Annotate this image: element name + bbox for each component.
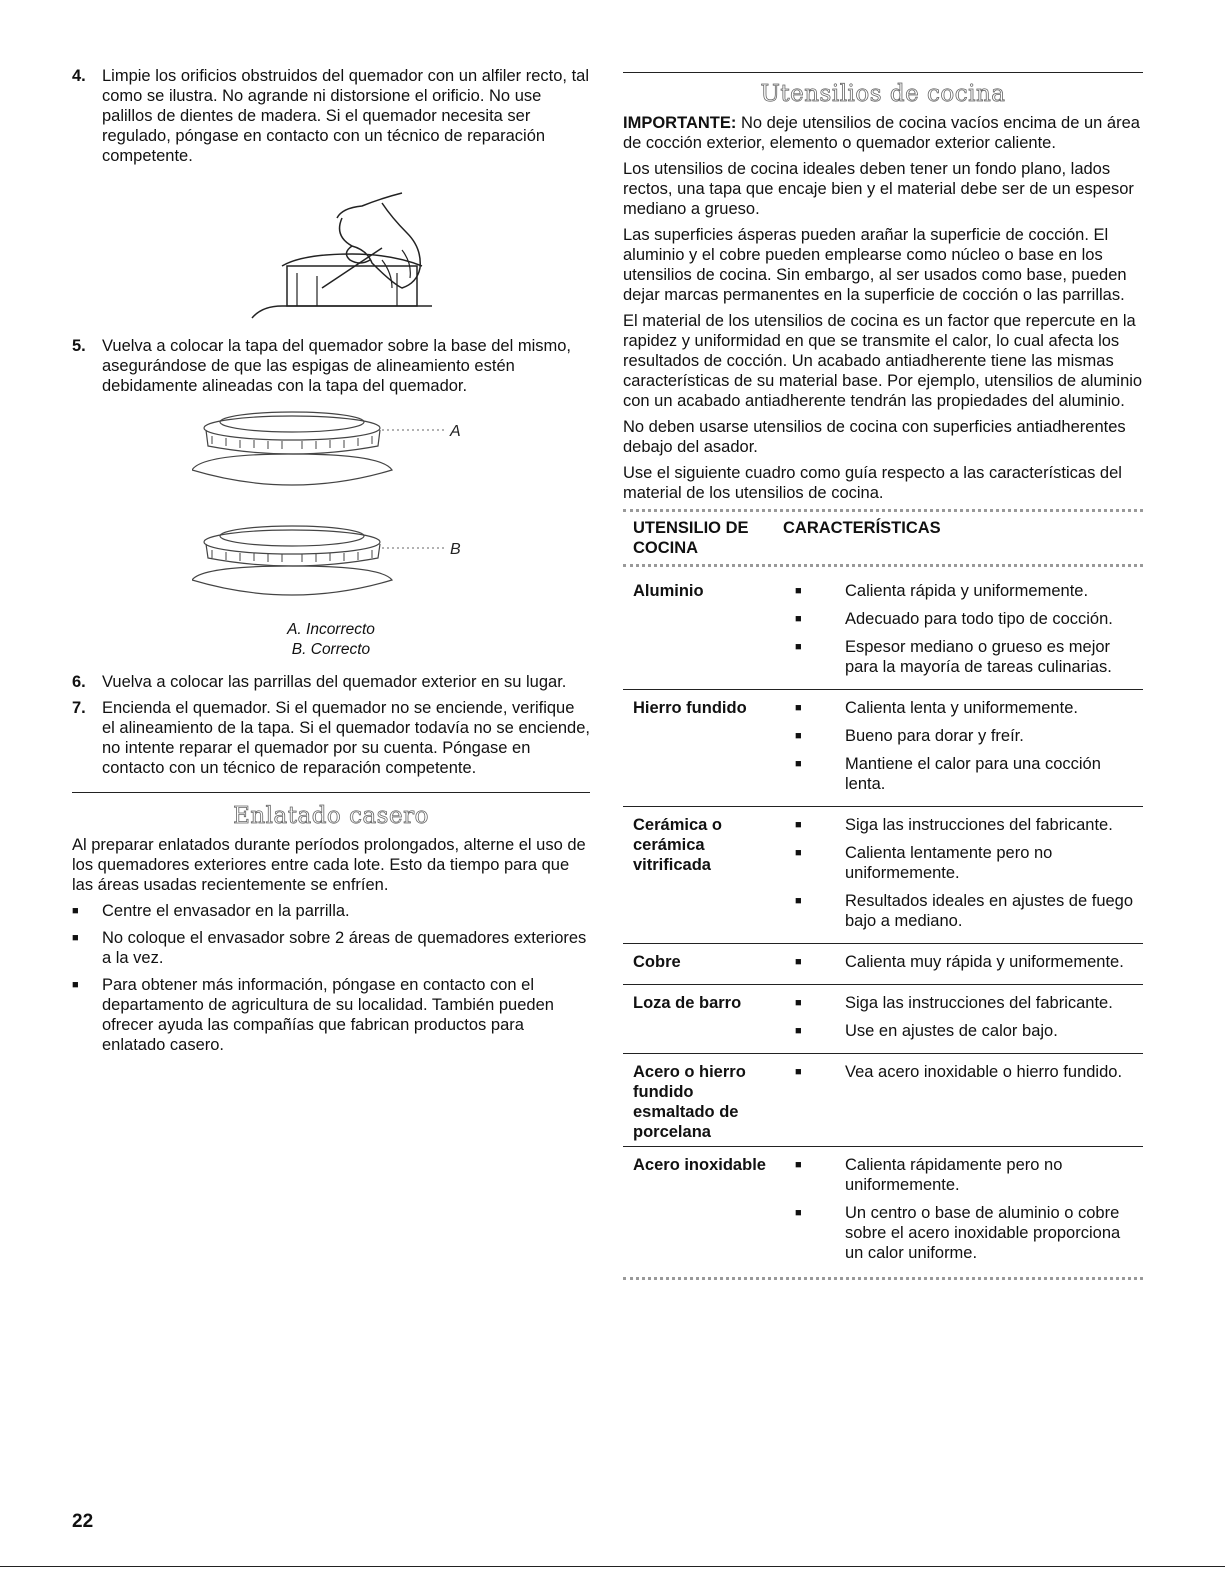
feature-text: Calienta rápida y uniformemente. — [845, 582, 1089, 600]
paragraph: No deben usarse utensilios de cocina con superficies antiadherentes debajo del asador. — [623, 418, 1126, 456]
bullet-square-icon: ■ — [795, 895, 802, 907]
step-number: 4. — [72, 67, 86, 85]
step-7 — [72, 698, 590, 778]
bullet-square-icon: ■ — [795, 641, 802, 653]
feature-item — [783, 698, 1143, 718]
feature-item — [783, 891, 1143, 931]
paragraph: Use el siguiente cuadro como guía respecto a las características del material de los utensilios de cocina. — [623, 464, 1122, 502]
burner-cap-correct-illustration — [192, 522, 512, 612]
bullet-square-icon: ■ — [795, 847, 802, 859]
feature-text: Calienta lenta y uniformemente. — [845, 699, 1078, 717]
material-name: Loza de barro — [623, 985, 773, 1054]
feature-text: Calienta muy rápida y uniformemente. — [845, 953, 1124, 971]
paragraph: Las superficies ásperas pueden arañar la superficie de cocción. El aluminio y el cobre pueden emplearse como núcleo o base en los utensilios de cocina. Sin embargo, al ser usados como base, pueden dejar marcas permanentes en la superficie de cocción o las parrillas. — [623, 226, 1127, 304]
feature-text: Use en ajustes de calor bajo. — [845, 1022, 1058, 1040]
step-text: Limpie los orificios obstruidos del quemador con un alfiler recto, tal como se ilustra. No agrande ni distorsione el orificio. No use palillos de dientes de madera. Si el quemador necesita ser regulado, póngase en contacto con un técnico de reparación competente. — [102, 67, 589, 165]
canning-section-title: Enlatado casero — [233, 803, 429, 829]
feature-text: Siga las instrucciones del fabricante. — [845, 994, 1113, 1012]
important-text: No deje utensilios de cocina vacíos encima de un área de cocción exterior, elemento o quemador exterior caliente. — [623, 114, 1140, 152]
bullet-square-icon: ■ — [795, 1207, 802, 1219]
step-4 — [72, 66, 590, 166]
burner-cleaning-illustration — [242, 188, 442, 328]
feature-text: Calienta lentamente pero no uniformemente. — [845, 844, 1053, 882]
feature-item — [783, 581, 1143, 601]
feature-text: Un centro o base de aluminio o cobre sobre el acero inoxidable proporciona un calor uniforme. — [845, 1204, 1121, 1262]
bullet-square-icon: ■ — [795, 819, 802, 831]
step-text: Encienda el quemador. Si el quemador no se enciende, verifique el alineamiento de la tapa. Si el quemador todavía no se enciende, no intente reparar el quemador por su cuenta. Póngase en contacto con un técnico de reparación competente. — [102, 699, 590, 777]
paragraph: Los utensilios de cocina ideales deben tener un fondo plano, lados rectos, una tapa que encaje bien y el material debe ser de un espesor mediano a grueso. — [623, 160, 1134, 218]
page-bottom-rule — [0, 1566, 1225, 1567]
material-name: Aluminio — [633, 582, 704, 600]
material-features — [773, 807, 1143, 944]
header-characteristics: CARACTERÍSTICAS — [783, 519, 941, 537]
bullet-square-icon: ■ — [72, 979, 79, 991]
bullet-square-icon: ■ — [795, 585, 802, 597]
bullet-text: Para obtener más información, póngase en contacto con el departamento de agricultura de su localidad. También pueden ofrecer ayuda las compañías que fabrican productos para enlatado casero. — [102, 976, 554, 1054]
step-6 — [72, 672, 590, 692]
table-row — [623, 985, 1143, 1054]
table-row — [623, 573, 1143, 690]
table-row — [623, 1147, 1143, 1276]
bullet-text: Centre el envasador en la parrilla. — [102, 902, 350, 920]
feature-item — [783, 1062, 1143, 1082]
feature-text: Calienta rápidamente pero no uniformemente. — [845, 1156, 1063, 1194]
table-row — [623, 807, 1143, 944]
canning-bullet — [72, 975, 590, 1055]
feature-item — [783, 726, 1143, 746]
feature-item — [783, 952, 1143, 972]
important-label: IMPORTANTE: — [623, 114, 737, 132]
feature-text: Espesor mediano o grueso es mejor para la mayoría de tareas culinarias. — [845, 638, 1112, 676]
burner-cap-incorrect-illustration — [192, 410, 512, 500]
step-number: 6. — [72, 673, 86, 691]
step-text: Vuelva a colocar la tapa del quemador sobre la base del mismo, asegurándose de que las espigas de alineamiento estén debidamente alineadas con la tapa del quemador. — [102, 337, 571, 395]
step-text: Vuelva a colocar las parrillas del quemador exterior en su lugar. — [102, 673, 567, 691]
feature-item — [783, 754, 1143, 794]
table-top-rule — [623, 509, 1143, 512]
table-header-row — [623, 518, 1143, 562]
caption-a: A. Incorrecto — [287, 621, 375, 638]
right-column — [623, 72, 1143, 1286]
section-divider — [72, 792, 590, 793]
header-rule — [623, 564, 1143, 567]
header-material: UTENSILIO DE COCINA — [633, 519, 749, 557]
material-name: Cobre — [623, 944, 773, 985]
bullet-square-icon: ■ — [72, 905, 79, 917]
cookware-table — [623, 518, 1143, 1275]
canning-bullet — [72, 901, 590, 921]
bullet-square-icon: ■ — [795, 997, 802, 1009]
page-number: 22 — [72, 1511, 94, 1532]
feature-text: Adecuado para todo tipo de cocción. — [845, 610, 1113, 628]
material-name: Cerámica o cerámica vitrificada — [623, 807, 773, 944]
bullet-square-icon: ■ — [795, 702, 802, 714]
material-features — [773, 690, 1143, 807]
table-bottom-rule — [623, 1277, 1143, 1280]
feature-text: Vea acero inoxidable o hierro fundido. — [845, 1063, 1123, 1081]
material-features — [773, 944, 1143, 985]
material-features — [773, 1147, 1143, 1276]
bullet-square-icon: ■ — [795, 1025, 802, 1037]
material-features — [773, 573, 1143, 690]
step-number: 7. — [72, 699, 86, 717]
bullet-square-icon: ■ — [795, 956, 802, 968]
feature-text: Bueno para dorar y freír. — [845, 727, 1024, 745]
material-name: Acero inoxidable — [623, 1147, 773, 1276]
feature-item — [783, 1155, 1143, 1195]
table-body — [623, 573, 1143, 1275]
canning-intro: Al preparar enlatados durante períodos prolongados, alterne el uso de los quemadores exteriores entre cada lote. Esto da tiempo para que las áreas usadas recientemente se enfríen. — [72, 836, 586, 894]
bullet-square-icon: ■ — [72, 932, 79, 944]
feature-item — [783, 843, 1143, 883]
bullet-square-icon: ■ — [795, 1066, 802, 1078]
feature-item — [783, 637, 1143, 677]
material-name: Acero o hierro fundido esmaltado de porcelana — [623, 1054, 773, 1147]
left-column — [72, 66, 590, 1062]
material-features — [773, 1054, 1143, 1147]
canning-bullet — [72, 928, 590, 968]
feature-item — [783, 1021, 1143, 1041]
bullet-square-icon: ■ — [795, 613, 802, 625]
important-note — [623, 113, 1143, 153]
feature-item — [783, 815, 1143, 835]
bullet-square-icon: ■ — [795, 758, 802, 770]
feature-text: Siga las instrucciones del fabricante. — [845, 816, 1113, 834]
paragraph: El material de los utensilios de cocina es un factor que repercute en la rapidez y uniformidad en que se transmite el calor, lo cual afecta los resultados de cocción. Un acabado antiadherente tiene las mismas características de su material base. Por ejemplo, utensilios de aluminio con un acabado antiadherente tendrán las propiedades del aluminio. — [623, 312, 1143, 410]
bullet-square-icon: ■ — [795, 730, 802, 742]
caption-b: B. Correcto — [291, 641, 371, 658]
table-row — [623, 690, 1143, 807]
material-features — [773, 985, 1143, 1054]
section-divider — [623, 72, 1143, 73]
bullet-square-icon: ■ — [795, 1159, 802, 1171]
figure-label-b: B — [450, 541, 461, 558]
cookware-section-title: Utensilios de cocina — [760, 81, 1006, 107]
table-row — [623, 1054, 1143, 1147]
step-number: 5. — [72, 337, 86, 355]
figure-label-a: A — [450, 423, 461, 440]
bullet-text: No coloque el envasador sobre 2 áreas de quemadores exteriores a la vez. — [102, 929, 587, 967]
feature-item — [783, 1203, 1143, 1263]
feature-text: Resultados ideales en ajustes de fuego bajo a mediano. — [845, 892, 1134, 930]
feature-text: Mantiene el calor para una cocción lenta. — [845, 755, 1101, 793]
feature-item — [783, 609, 1143, 629]
figure-captions — [72, 620, 590, 660]
step-5 — [72, 336, 590, 396]
table-row — [623, 944, 1143, 985]
feature-item — [783, 993, 1143, 1013]
material-name: Hierro fundido — [623, 690, 773, 807]
